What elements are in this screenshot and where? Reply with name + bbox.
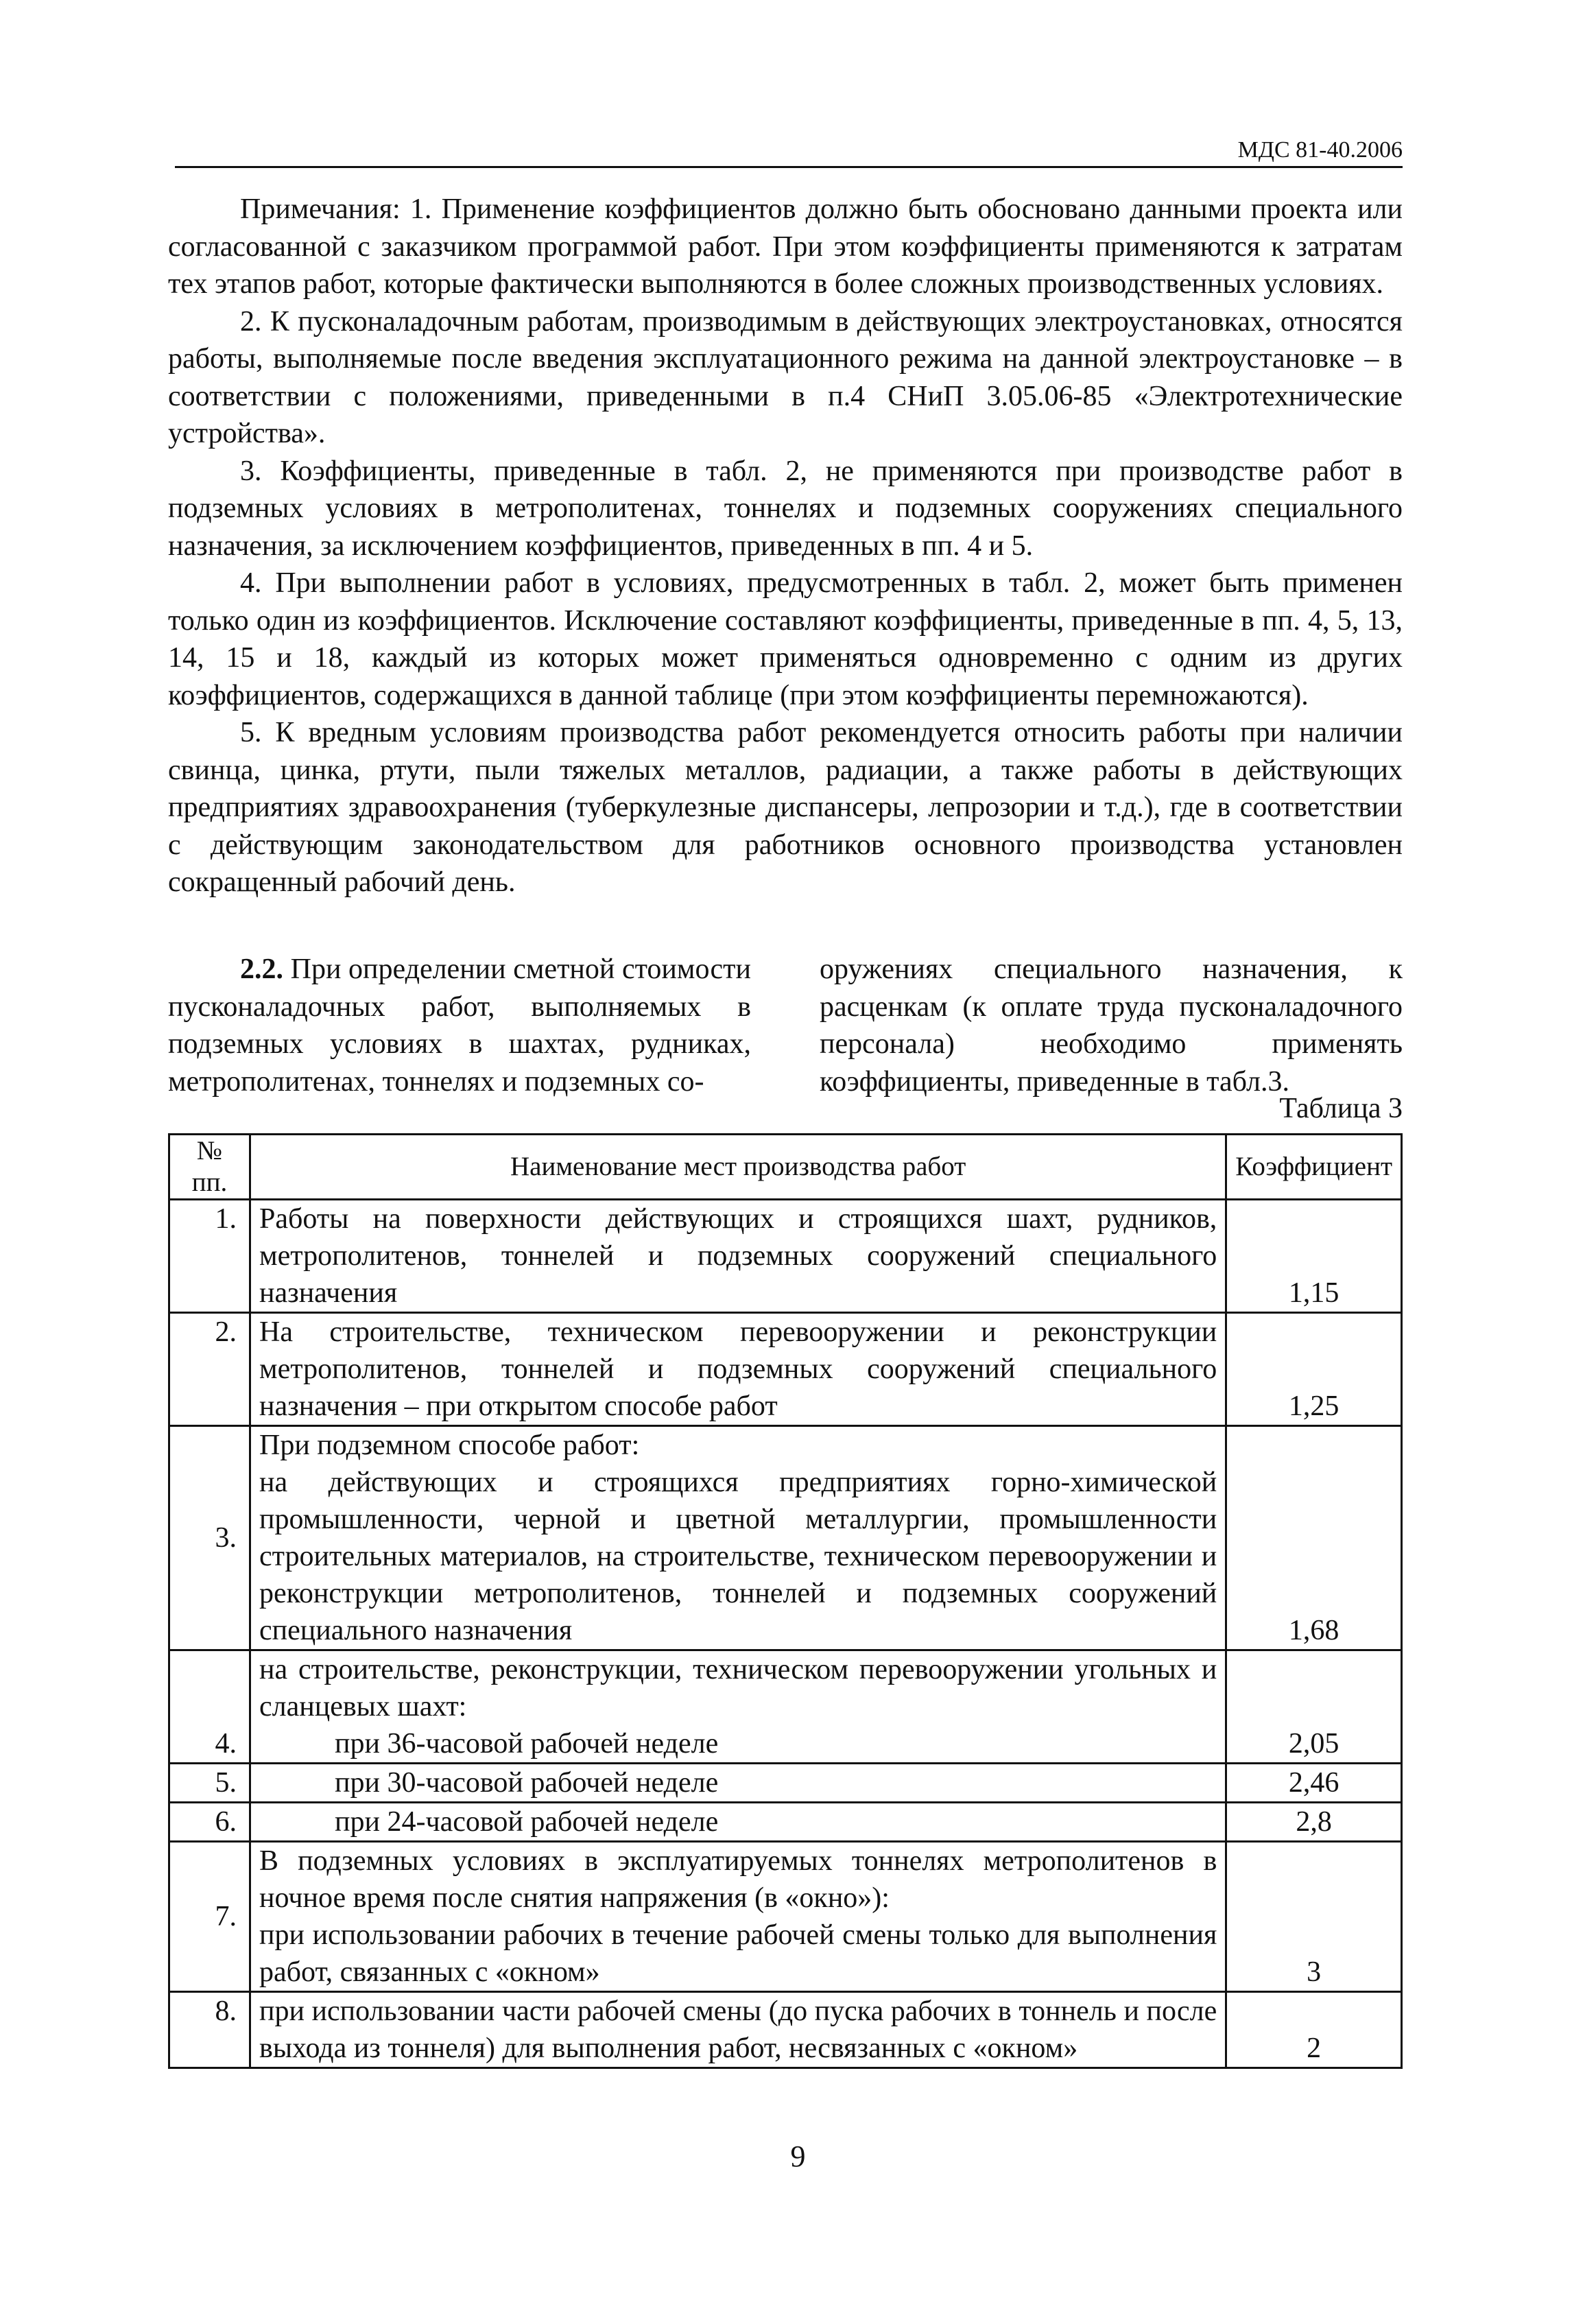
section-column-right [820, 951, 1403, 1100]
page-number: 9 [790, 2140, 806, 2173]
table-row [169, 1842, 1402, 1992]
row-name [250, 1725, 1226, 1764]
row-coef: 2 [1226, 1992, 1402, 2068]
row-num: 7. [169, 1842, 250, 1992]
row-coef [1226, 1650, 1402, 1726]
row-name: при использовании части рабочей смены (до пуска рабочих в тоннель и после выхода из тоннеля) для выполнения работ, несвязанных с «окном» [250, 1992, 1226, 2068]
row-name [250, 1842, 1226, 1992]
section-2-2 [168, 951, 1403, 1100]
notes-block [168, 191, 1403, 901]
row-num: 2. [169, 1313, 250, 1426]
row-coef: 1,25 [1226, 1313, 1402, 1426]
row-coef: 3 [1226, 1842, 1402, 1992]
header-num: № пп. [169, 1135, 250, 1200]
row-name [250, 1764, 1226, 1803]
row-coef: 2,8 [1226, 1803, 1402, 1842]
table-caption: Таблица 3 [1279, 1093, 1403, 1124]
table-row [169, 1200, 1402, 1313]
table-row [169, 1650, 1402, 1726]
table-row [169, 1725, 1402, 1764]
table-row [169, 1992, 1402, 2068]
note-3: 3. Коэффициенты, приведенные в табл. 2, не применяются при производстве работ в подземных условиях в метрополитенах, тоннелях и подземных сооружениях специального назначения, за исключением коэффициентов, приведенных в пп. 4 и 5. [168, 455, 1403, 562]
row-coef: 2,05 [1226, 1725, 1402, 1764]
table-row [169, 1803, 1402, 1842]
table-header-row [169, 1135, 1402, 1200]
section-text-right: оружениях специального назначения, к расценкам (к оплате труда пусконаладочного персонала) необходимо применять коэффициенты, приведенные в табл.3. [820, 953, 1403, 1098]
note-1: Примечания: 1. Применение коэффициентов должно быть обосновано данными проекта или согласованной с заказчиком программой работ. При этом коэффициенты применяются к затратам тех этапов работ, которые фактически выполняются в более сложных производственных условиях. [168, 193, 1403, 300]
row-name-body: при использовании рабочих в течение рабочей смены только для выполнения работ, связанных с «окном» [259, 1919, 1217, 1988]
row-name-head: В подземных условиях в эксплуатируемых тоннелях метрополитенов в ночное время после снятия напряжения (в «окно»): [259, 1845, 1217, 1914]
row-name-head: При подземном способе работ: [259, 1430, 640, 1461]
row-name [250, 1426, 1226, 1650]
row-num: 8. [169, 1992, 250, 2068]
row-num: 4. [169, 1725, 250, 1764]
header-name: Наименование мест производства работ [250, 1135, 1226, 1200]
row-num: 6. [169, 1803, 250, 1842]
row-name-body: на действующих и строящихся предприятиях горно-химической промышленности, черной и цветной металлургии, промышленности строительных материалов, на строительстве, техническом перевооружении и реконструкции метрополитенов, тоннелей и подземных сооружений специального назначения [259, 1467, 1217, 1646]
row-num [169, 1650, 250, 1726]
row-coef: 1,15 [1226, 1200, 1402, 1313]
note-5: 5. К вредным условиям производства работ рекомендуется относить работы при наличии свинца, цинка, ртути, пыли тяжелых металлов, радиации, а также работы в действующих предприятиях здравоохранения (туберкулезные диспансеры, лепрозории и т.д.), где в соответствии с действующим законодательством для работников основного производства установлен сокращенный рабочий день. [168, 717, 1403, 898]
note-4: 4. При выполнении работ в условиях, предусмотренных в табл. 2, может быть применен только один из коэффициентов. Исключение составляют коэффициенты, приведенные в пп. 4, 5, 13, 14, 15 и 18, каждый из которых может применяться одновременно с одним из других коэффициентов, содержащихся в данной таблице (при этом коэффициенты перемножаются). [168, 567, 1403, 711]
row-name-text: при 36-часовой рабочей неделе [335, 1728, 719, 1760]
table-row [169, 1426, 1402, 1650]
row-name-text: при 24-часовой рабочей неделе [335, 1806, 719, 1838]
coefficients-table [168, 1133, 1403, 2069]
row-num: 1. [169, 1200, 250, 1313]
row-num: 5. [169, 1764, 250, 1803]
row-name [250, 1803, 1226, 1842]
row-name: Работы на поверхности действующих и строящихся шахт, рудников, метрополитенов, тоннелей и подземных сооружений специального назначения [250, 1200, 1226, 1313]
note-2: 2. К пусконаладочным работам, производимым в действующих электроустановках, относятся работы, выполняемые после введения эксплуатационного режима на данной электроустановке – в соответствии с положениями, приведенными в п.4 СНиП 3.05.06-85 «Электротехнические устройства». [168, 305, 1403, 449]
row-name: На строительстве, техническом перевооружении и реконструкции метрополитенов, тоннелей и подземных сооружений специального назначения – при открытом способе работ [250, 1313, 1226, 1426]
row-coef: 2,46 [1226, 1764, 1402, 1803]
section-column-left [168, 951, 751, 1100]
row-name-text: при 30-часовой рабочей неделе [335, 1767, 719, 1799]
row-num: 3. [169, 1426, 250, 1650]
section-text-left: При определении сметной стоимости пусконаладочных работ, выполняемых в подземных условиях в шахтах, рудниках, метрополитенах, тоннелях и подземных со- [168, 953, 751, 1098]
document-code: МДС 81-40.2006 [175, 137, 1403, 168]
header-coef: Коэффициент [1226, 1135, 1402, 1200]
table-row [169, 1313, 1402, 1426]
section-number: 2.2. [240, 953, 283, 985]
row-coef: 1,68 [1226, 1426, 1402, 1650]
row-name: на строительстве, реконструкции, техническом перевооружении угольных и сланцевых шахт: [250, 1650, 1226, 1726]
table-row [169, 1764, 1402, 1803]
